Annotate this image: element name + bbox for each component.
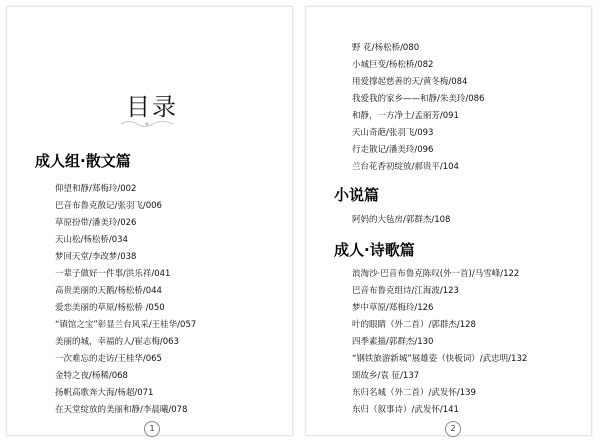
toc-entry[interactable]: 和静，一方净土/孟丽芳/091 xyxy=(352,111,459,121)
section-heading-prose: 成人组·散文篇 xyxy=(35,152,131,170)
toc-entry[interactable]: 颂故乡/袁 征/137 xyxy=(352,371,420,381)
toc-entry[interactable]: 天山奇葩/张羽飞/093 xyxy=(352,128,434,138)
toc-entry[interactable]: 东归名城（外二首）/武发怀/139 xyxy=(352,388,476,398)
toc-entry[interactable]: 野 花/杨松桥/080 xyxy=(352,43,420,53)
toc-entry[interactable]: “镇馆之宝”彰显兰台风采/王桂华/057 xyxy=(55,320,197,330)
toc-entry[interactable]: 阿妈的大毡房/郭群杰/108 xyxy=(352,215,451,225)
toc-entry[interactable]: 巴音布鲁克散记/张羽飞/006 xyxy=(55,201,162,211)
toc-entry[interactable]: 草原扮带/潘美玲/026 xyxy=(55,218,137,228)
toc-entry[interactable]: 仰望和静/郑梅玲/002 xyxy=(55,184,137,194)
right-page xyxy=(305,6,592,436)
toc-entry[interactable]: 梦回天堂/李改梦/038 xyxy=(55,252,137,262)
toc-entry[interactable]: 一辈子做好一件事/洪乐祥/041 xyxy=(55,269,171,279)
toc-entry[interactable]: 行走散记/潘美玲/096 xyxy=(352,145,434,155)
toc-entry[interactable]: 金特之夜/杨稀/068 xyxy=(55,371,128,381)
toc-entry[interactable]: 东归（叙事诗）/武发怀/141 xyxy=(352,405,459,415)
toc-entry[interactable]: 浪淘沙·巴音布鲁克陈叹(外一首)/马雪峰/122 xyxy=(352,269,520,279)
left-page xyxy=(6,6,293,436)
toc-entry[interactable]: 高贵美丽的天鹅/杨松桥/044 xyxy=(55,286,162,296)
section-heading-poetry: 成人·诗歌篇 xyxy=(334,241,415,259)
toc-title: 目录 xyxy=(126,93,178,121)
toc-entry[interactable]: 巴音布鲁克组诗/江海波/123 xyxy=(352,286,459,296)
toc-entry[interactable]: 天山松/杨松桥/034 xyxy=(55,235,128,245)
section-heading-novel: 小说篇 xyxy=(334,186,380,204)
toc-entry[interactable]: “钢铁旅游新城”展雄姿（快板词）/武忠明/132 xyxy=(352,354,528,364)
page-number: 1 xyxy=(144,421,160,437)
toc-entry[interactable]: 爱恋美丽的草原/杨松桥 /050 xyxy=(55,303,165,313)
decorative-flourish-icon xyxy=(119,119,175,129)
toc-entry[interactable]: 四季素描/郭群杰/130 xyxy=(352,337,434,347)
toc-entry[interactable]: 兰台花香初绽放/郝贵平/104 xyxy=(352,162,459,172)
toc-entry[interactable]: 梦中草原/郑梅玲/126 xyxy=(352,303,434,313)
toc-entry[interactable]: 在天堂绽放的美丽和静/李晨曦/078 xyxy=(55,405,188,415)
toc-entry[interactable]: 小城巨变/杨松桥/082 xyxy=(352,60,434,70)
toc-entry[interactable]: 叶的眼睛（外二首）/郭群杰/128 xyxy=(352,320,476,330)
toc-entry[interactable]: 一次难忘的走访/王桂华/065 xyxy=(55,354,162,364)
toc-entry[interactable]: 扬帆高歌奔大海/杨超/071 xyxy=(55,388,154,398)
toc-entry[interactable]: 美丽的城，幸福的人/崔志梅/063 xyxy=(55,337,179,347)
toc-entry[interactable]: 我爱我的家乡——和静/朱美玲/086 xyxy=(352,94,485,104)
page-number: 2 xyxy=(445,421,461,437)
toc-entry[interactable]: 用爱撑起慈善的天/黄冬梅/084 xyxy=(352,77,468,87)
